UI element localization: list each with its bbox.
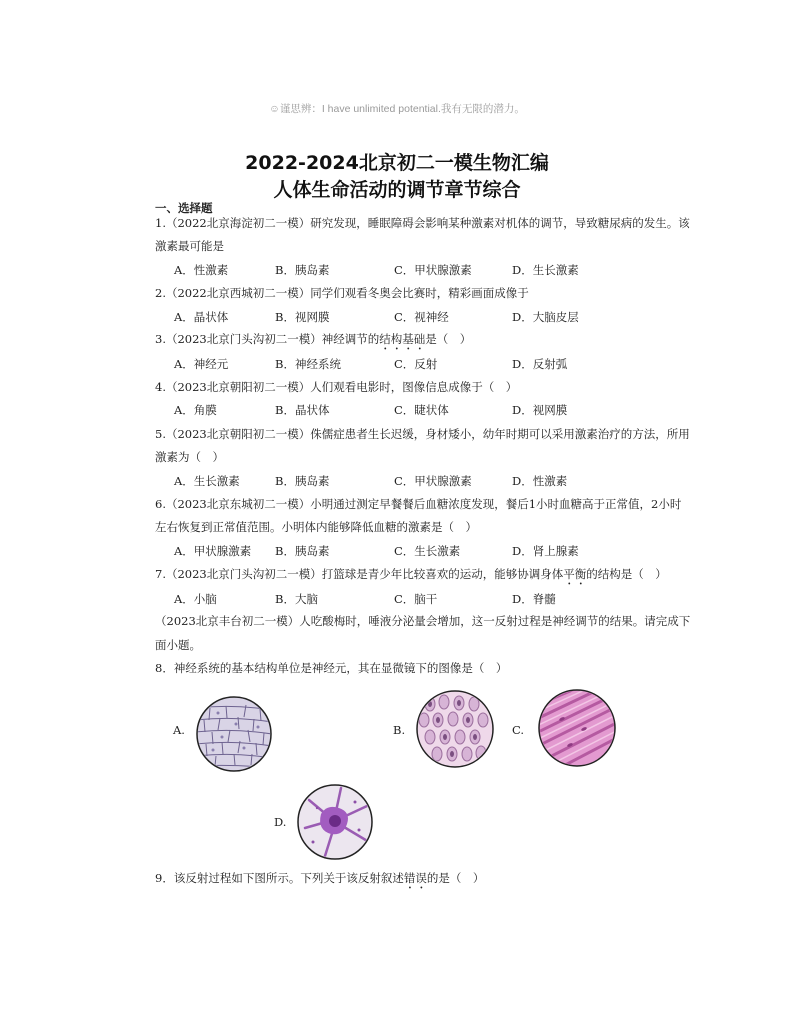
- option-c: C．视神经: [394, 310, 449, 324]
- option-a: A．小脑: [174, 592, 217, 606]
- question-7-post: 的结构是（ ）: [586, 567, 667, 581]
- option-a: A．生长激素: [174, 474, 240, 488]
- option-a: A．角膜: [174, 403, 217, 417]
- document-subtitle: 人体生命活动的调节章节综合: [273, 179, 521, 201]
- question-3-text: [155, 331, 715, 353]
- question-3-emphasis: 结构基础: [379, 332, 426, 346]
- question-6-text-cont: 左右恢复到正常值范围。小明体内能够降低血糖的激素是（ ）: [155, 520, 477, 534]
- option-c: C．脑干: [394, 592, 438, 606]
- option-a: A．性激素: [174, 263, 229, 277]
- question-2-text: 2.（2022北京西城初二一模）同学们观看冬奥会比赛时，精彩画面成像于: [155, 286, 529, 300]
- option-a: A．甲状腺激素: [174, 544, 252, 558]
- micrograph-a-plant-cells: [196, 696, 272, 772]
- micrograph-c-muscle-tissue: [538, 689, 616, 767]
- question-7-text: [155, 566, 715, 588]
- question-3-post: 是（ ）: [425, 332, 472, 346]
- option-b: B．晶状体: [275, 403, 330, 417]
- option-b: B．大脑: [275, 592, 318, 606]
- option-b: B．胰岛素: [275, 544, 330, 558]
- group-intro-text-cont: 面小题。: [155, 638, 201, 652]
- option-a: A．晶状体: [174, 310, 229, 324]
- micrograph-b-blood-cells: [416, 690, 494, 768]
- option-c: C．甲状腺激素: [394, 474, 472, 488]
- watermark-text: ☺谨思辨：I have unlimited potential.我有无限的潜力。: [269, 103, 525, 115]
- image-label-b: B.: [393, 723, 406, 737]
- question-5-text-cont: 激素为（ ）: [155, 450, 224, 464]
- question-5-text: 5.（2023北京朝阳初二一模）侏儒症患者生长迟缓，身材矮小，幼年时期可以采用激素治疗的方法，所用: [155, 427, 690, 441]
- group-intro-text: （2023北京丰台初二一模）人吃酸梅时，唾液分泌量会增加，这一反射过程是神经调节的结果。请完成下: [155, 614, 691, 628]
- option-d: D．生长激素: [512, 263, 579, 277]
- question-7-emphasis: 平衡: [563, 567, 587, 581]
- option-b: B．胰岛素: [275, 263, 330, 277]
- question-9-emphasis: 错误: [403, 871, 427, 885]
- option-b: B．胰岛素: [275, 474, 330, 488]
- option-a: A．神经元: [174, 357, 229, 371]
- option-d: D．肾上腺素: [512, 544, 579, 558]
- question-6-text: 6.（2023北京东城初二一模）小明通过测定早餐餐后血糖浓度发现，餐后1小时血糖高于正常值，2小时: [155, 497, 682, 511]
- option-c: C．反射: [394, 357, 438, 371]
- option-c: C．甲状腺激素: [394, 263, 472, 277]
- question-8-text: 8．神经系统的基本结构单位是神经元，其在显微镜下的图像是（ ）: [155, 661, 508, 675]
- option-c: C．生长激素: [394, 544, 461, 558]
- option-d: D．反射弧: [512, 357, 568, 371]
- option-d: D．视网膜: [512, 403, 568, 417]
- image-label-a: A.: [173, 723, 185, 737]
- question-3-pre: 3.（2023北京门头沟初二一模）神经调节的: [155, 332, 380, 346]
- question-9-text: [155, 870, 715, 892]
- option-b: B．视网膜: [275, 310, 330, 324]
- question-9-post: 的是（ ）: [426, 871, 485, 885]
- question-9-pre: 9．该反射过程如下图所示。下列关于该反射叙述: [155, 871, 404, 885]
- option-d: D．大脑皮层: [512, 310, 579, 324]
- question-1-text: 1.（2022北京海淀初二一模）研究发现，睡眠障碍会影响某种激素对机体的调节，导致糖尿病的发生。该: [155, 216, 690, 230]
- image-label-d: D.: [274, 815, 287, 829]
- question-7-pre: 7.（2023北京门头沟初二一模）打篮球是青少年比较喜欢的运动，能够协调身体: [155, 567, 564, 581]
- document-title: 2022-2024北京初二一模生物汇编: [245, 152, 549, 174]
- option-d: D．性激素: [512, 474, 568, 488]
- option-c: C．睫状体: [394, 403, 449, 417]
- option-b: B．神经系统: [275, 357, 341, 371]
- option-d: D．脊髓: [512, 592, 556, 606]
- question-1-text-cont: 激素最可能是: [155, 239, 224, 253]
- image-label-c: C.: [512, 723, 525, 737]
- question-4-text: 4.（2023北京朝阳初二一模）人们观看电影时，图像信息成像于（ ）: [155, 380, 518, 394]
- micrograph-d-neuron: [297, 784, 373, 860]
- section-heading: 一、选择题: [155, 201, 213, 215]
